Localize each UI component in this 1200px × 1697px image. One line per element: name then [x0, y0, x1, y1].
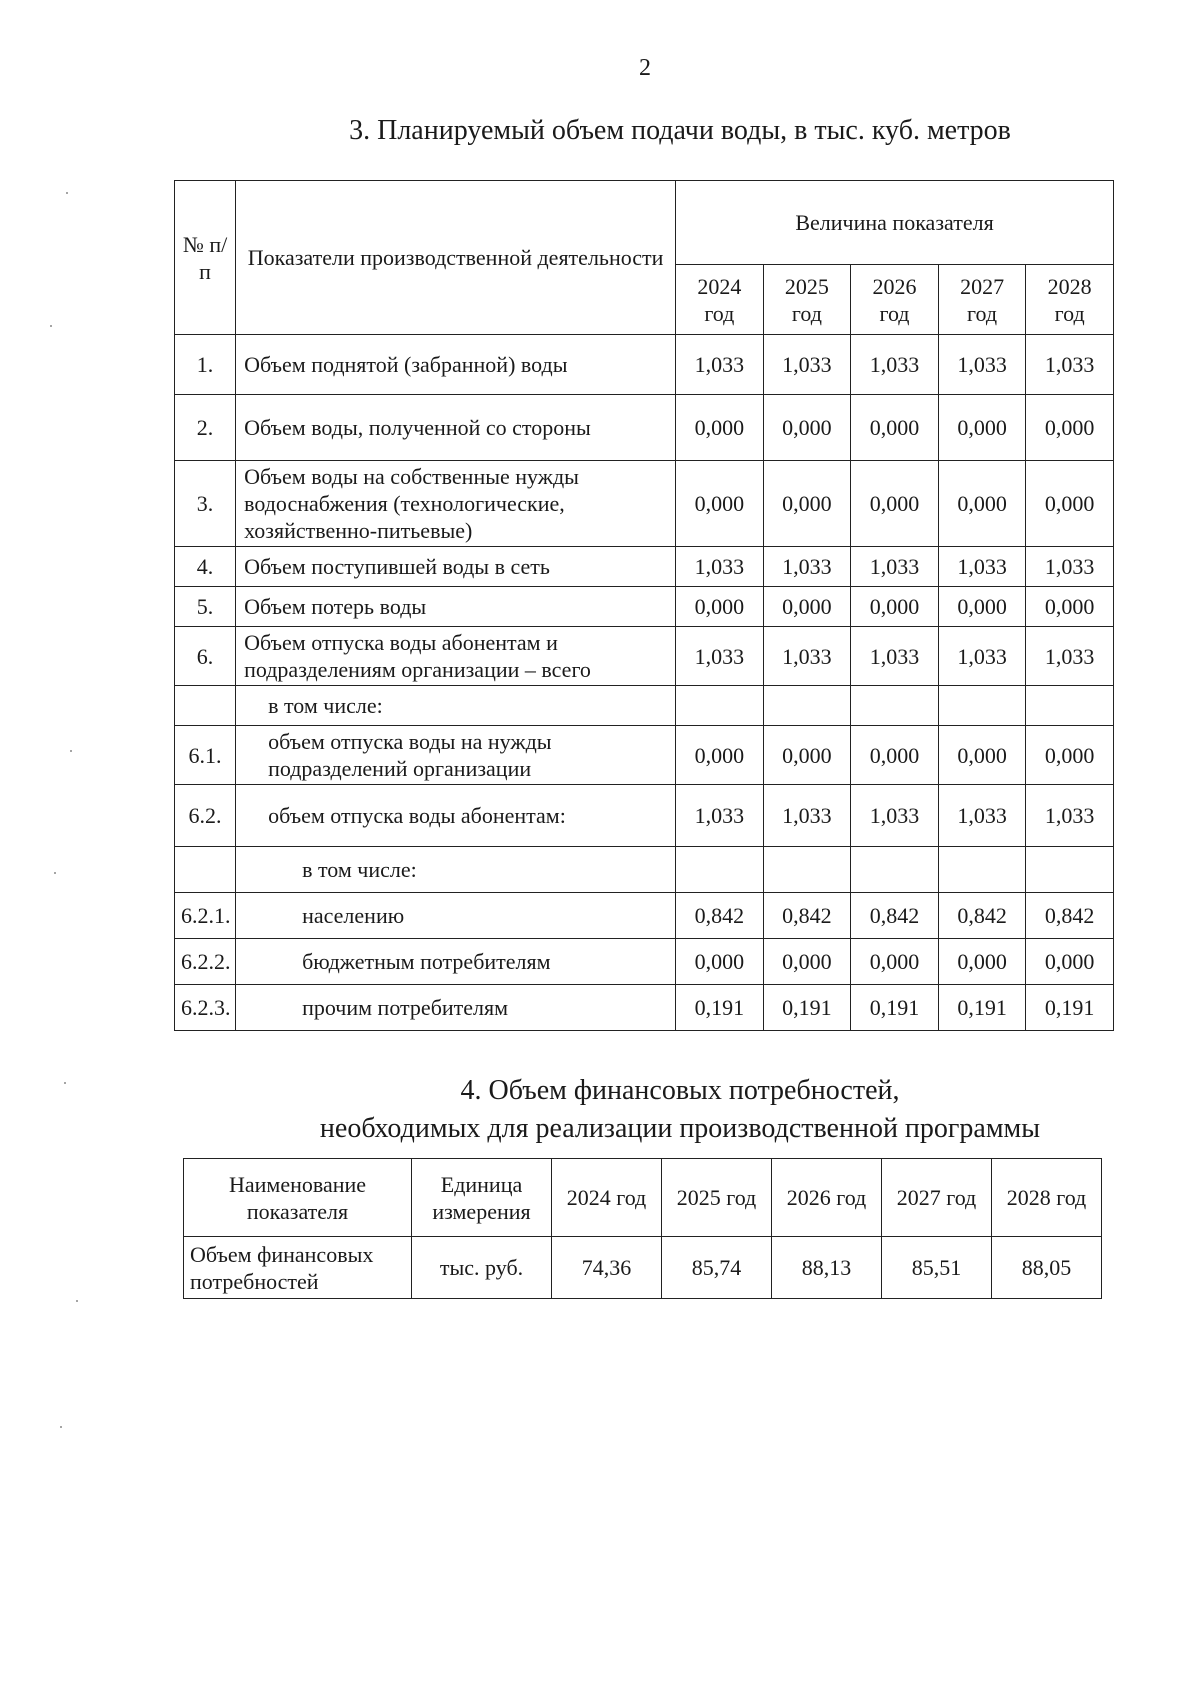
row-value	[1026, 686, 1114, 726]
row-value: 0,000	[938, 587, 1026, 627]
row-value: 1,033	[676, 547, 764, 587]
row-value: 0,000	[1026, 395, 1114, 461]
row-name: населению	[236, 893, 676, 939]
row-value: 0,000	[851, 395, 939, 461]
row-num: 6.1.	[175, 726, 236, 785]
row-value: 0,000	[763, 395, 851, 461]
row-value: 1,033	[851, 627, 939, 686]
row-name: Объем воды, полученной со стороны	[236, 395, 676, 461]
row-value: 1,033	[938, 335, 1026, 395]
table-row	[175, 847, 1114, 893]
row-value: 0,191	[676, 985, 764, 1031]
row-value: 1,033	[1026, 785, 1114, 847]
row-value: 1,033	[763, 335, 851, 395]
header-year: 2025 год	[763, 265, 851, 335]
row-value: 0,000	[1026, 587, 1114, 627]
row-name: бюджетным потребителям	[236, 939, 676, 985]
row-value	[851, 847, 939, 893]
header-year: 2026 год	[851, 265, 939, 335]
row-name: Объем финансовых потребностей	[184, 1237, 412, 1299]
row-num: 6.2.2.	[175, 939, 236, 985]
table-row	[175, 461, 1114, 547]
row-value: 1,033	[1026, 627, 1114, 686]
row-name: Объем поступившей воды в сеть	[236, 547, 676, 587]
scan-speck	[54, 872, 56, 874]
row-value: 0,000	[1026, 726, 1114, 785]
page-number: 2	[639, 55, 651, 81]
table-row	[175, 785, 1114, 847]
row-value: 0,000	[938, 726, 1026, 785]
row-value: 74,36	[552, 1237, 662, 1299]
row-value: 0,842	[938, 893, 1026, 939]
table-row	[175, 335, 1114, 395]
row-num: 1.	[175, 335, 236, 395]
row-value: 1,033	[851, 547, 939, 587]
row-num: 6.2.	[175, 785, 236, 847]
row-value: 1,033	[1026, 335, 1114, 395]
row-name: объем отпуска воды на нужды подразделений организации	[236, 726, 676, 785]
header-year: 2028 год	[992, 1159, 1102, 1237]
row-value: 0,000	[851, 587, 939, 627]
row-value	[676, 847, 764, 893]
row-num: 6.2.3.	[175, 985, 236, 1031]
row-value: 0,000	[938, 395, 1026, 461]
section-3-title: 3. Планируемый объем подачи воды, в тыс. куб. метров	[349, 115, 1011, 146]
header-value-group: Величина показателя	[676, 181, 1114, 265]
row-value: 0,191	[1026, 985, 1114, 1031]
row-num	[175, 686, 236, 726]
row-value: 0,000	[763, 587, 851, 627]
header-year: 2027 год	[882, 1159, 992, 1237]
header-year: 2024 год	[552, 1159, 662, 1237]
row-value: 0,000	[763, 461, 851, 547]
row-value: 0,842	[676, 893, 764, 939]
table-row	[175, 939, 1114, 985]
row-value: 0,000	[763, 726, 851, 785]
header-year: 2027 год	[938, 265, 1026, 335]
row-value	[851, 686, 939, 726]
table-row	[175, 893, 1114, 939]
row-value: 85,74	[662, 1237, 772, 1299]
row-value: 1,033	[676, 785, 764, 847]
row-value: 0,000	[938, 939, 1026, 985]
row-value: 0,191	[938, 985, 1026, 1031]
row-value: 85,51	[882, 1237, 992, 1299]
row-name: объем отпуска воды абонентам:	[236, 785, 676, 847]
row-unit: тыс. руб.	[412, 1237, 552, 1299]
row-value	[938, 686, 1026, 726]
header-name: Наименование показателя	[184, 1159, 412, 1237]
water-supply-table	[174, 180, 1114, 1031]
row-name: прочим потребителям	[236, 985, 676, 1031]
row-name: в том числе:	[236, 847, 676, 893]
table-row	[175, 686, 1114, 726]
row-num: 6.2.1.	[175, 893, 236, 939]
header-unit: Единица измерения	[412, 1159, 552, 1237]
row-value	[763, 847, 851, 893]
row-num: 5.	[175, 587, 236, 627]
row-value	[1026, 847, 1114, 893]
scan-speck	[64, 1082, 66, 1084]
row-value: 1,033	[676, 335, 764, 395]
row-value: 0,000	[763, 939, 851, 985]
header-indicator: Показатели производственной деятельности	[236, 181, 676, 335]
row-value: 0,000	[851, 726, 939, 785]
table-row	[175, 627, 1114, 686]
row-value: 1,033	[763, 547, 851, 587]
scan-speck	[66, 192, 68, 194]
row-value: 1,033	[1026, 547, 1114, 587]
header-year: 2026 год	[772, 1159, 882, 1237]
section-4-title-line-2: необходимых для реализации производственной программы	[319, 1113, 1041, 1144]
row-value: 88,13	[772, 1237, 882, 1299]
scan-speck	[50, 325, 52, 327]
row-value: 0,000	[1026, 461, 1114, 547]
row-value	[763, 686, 851, 726]
row-value: 1,033	[938, 627, 1026, 686]
row-value: 0,000	[1026, 939, 1114, 985]
table-row	[175, 395, 1114, 461]
table-row	[175, 985, 1114, 1031]
row-value: 0,000	[938, 461, 1026, 547]
row-name: Объем отпуска воды абонентам и подразделениям организации – всего	[236, 627, 676, 686]
row-value	[676, 686, 764, 726]
row-value: 88,05	[992, 1237, 1102, 1299]
finance-table	[183, 1158, 1102, 1299]
section-4-title	[200, 1072, 1160, 1148]
row-value: 0,000	[676, 587, 764, 627]
table-row	[175, 726, 1114, 785]
row-name: Объем поднятой (забранной) воды	[236, 335, 676, 395]
header-year: 2028 год	[1026, 265, 1114, 335]
scan-speck	[70, 750, 72, 752]
row-num: 6.	[175, 627, 236, 686]
table-row	[175, 547, 1114, 587]
row-num	[175, 847, 236, 893]
header-num: № п/п	[175, 181, 236, 335]
row-value: 1,033	[763, 627, 851, 686]
row-name: в том числе:	[236, 686, 676, 726]
section-4-title-line-1: 4. Объем финансовых потребностей,	[460, 1075, 900, 1106]
row-value: 0,000	[676, 461, 764, 547]
row-value: 1,033	[938, 785, 1026, 847]
row-value: 0,191	[851, 985, 939, 1031]
row-num: 3.	[175, 461, 236, 547]
row-name: Объем воды на собственные нужды водоснабжения (технологические, хозяйственно-питьевые)	[236, 461, 676, 547]
row-value	[938, 847, 1026, 893]
table-row	[175, 587, 1114, 627]
row-value: 0,842	[851, 893, 939, 939]
row-num: 2.	[175, 395, 236, 461]
row-value: 0,000	[676, 726, 764, 785]
table-row	[184, 1237, 1102, 1299]
scan-speck	[60, 1426, 62, 1428]
scan-speck	[76, 1300, 78, 1302]
row-num: 4.	[175, 547, 236, 587]
row-value: 0,000	[851, 461, 939, 547]
row-value: 1,033	[676, 627, 764, 686]
row-value: 1,033	[851, 785, 939, 847]
row-value: 0,000	[676, 395, 764, 461]
header-year: 2024 год	[676, 265, 764, 335]
row-value: 0,842	[763, 893, 851, 939]
header-year: 2025 год	[662, 1159, 772, 1237]
row-value: 0,000	[676, 939, 764, 985]
row-value: 1,033	[938, 547, 1026, 587]
row-value: 1,033	[851, 335, 939, 395]
row-name: Объем потерь воды	[236, 587, 676, 627]
row-value: 1,033	[763, 785, 851, 847]
row-value: 0,842	[1026, 893, 1114, 939]
row-value: 0,000	[851, 939, 939, 985]
row-value: 0,191	[763, 985, 851, 1031]
